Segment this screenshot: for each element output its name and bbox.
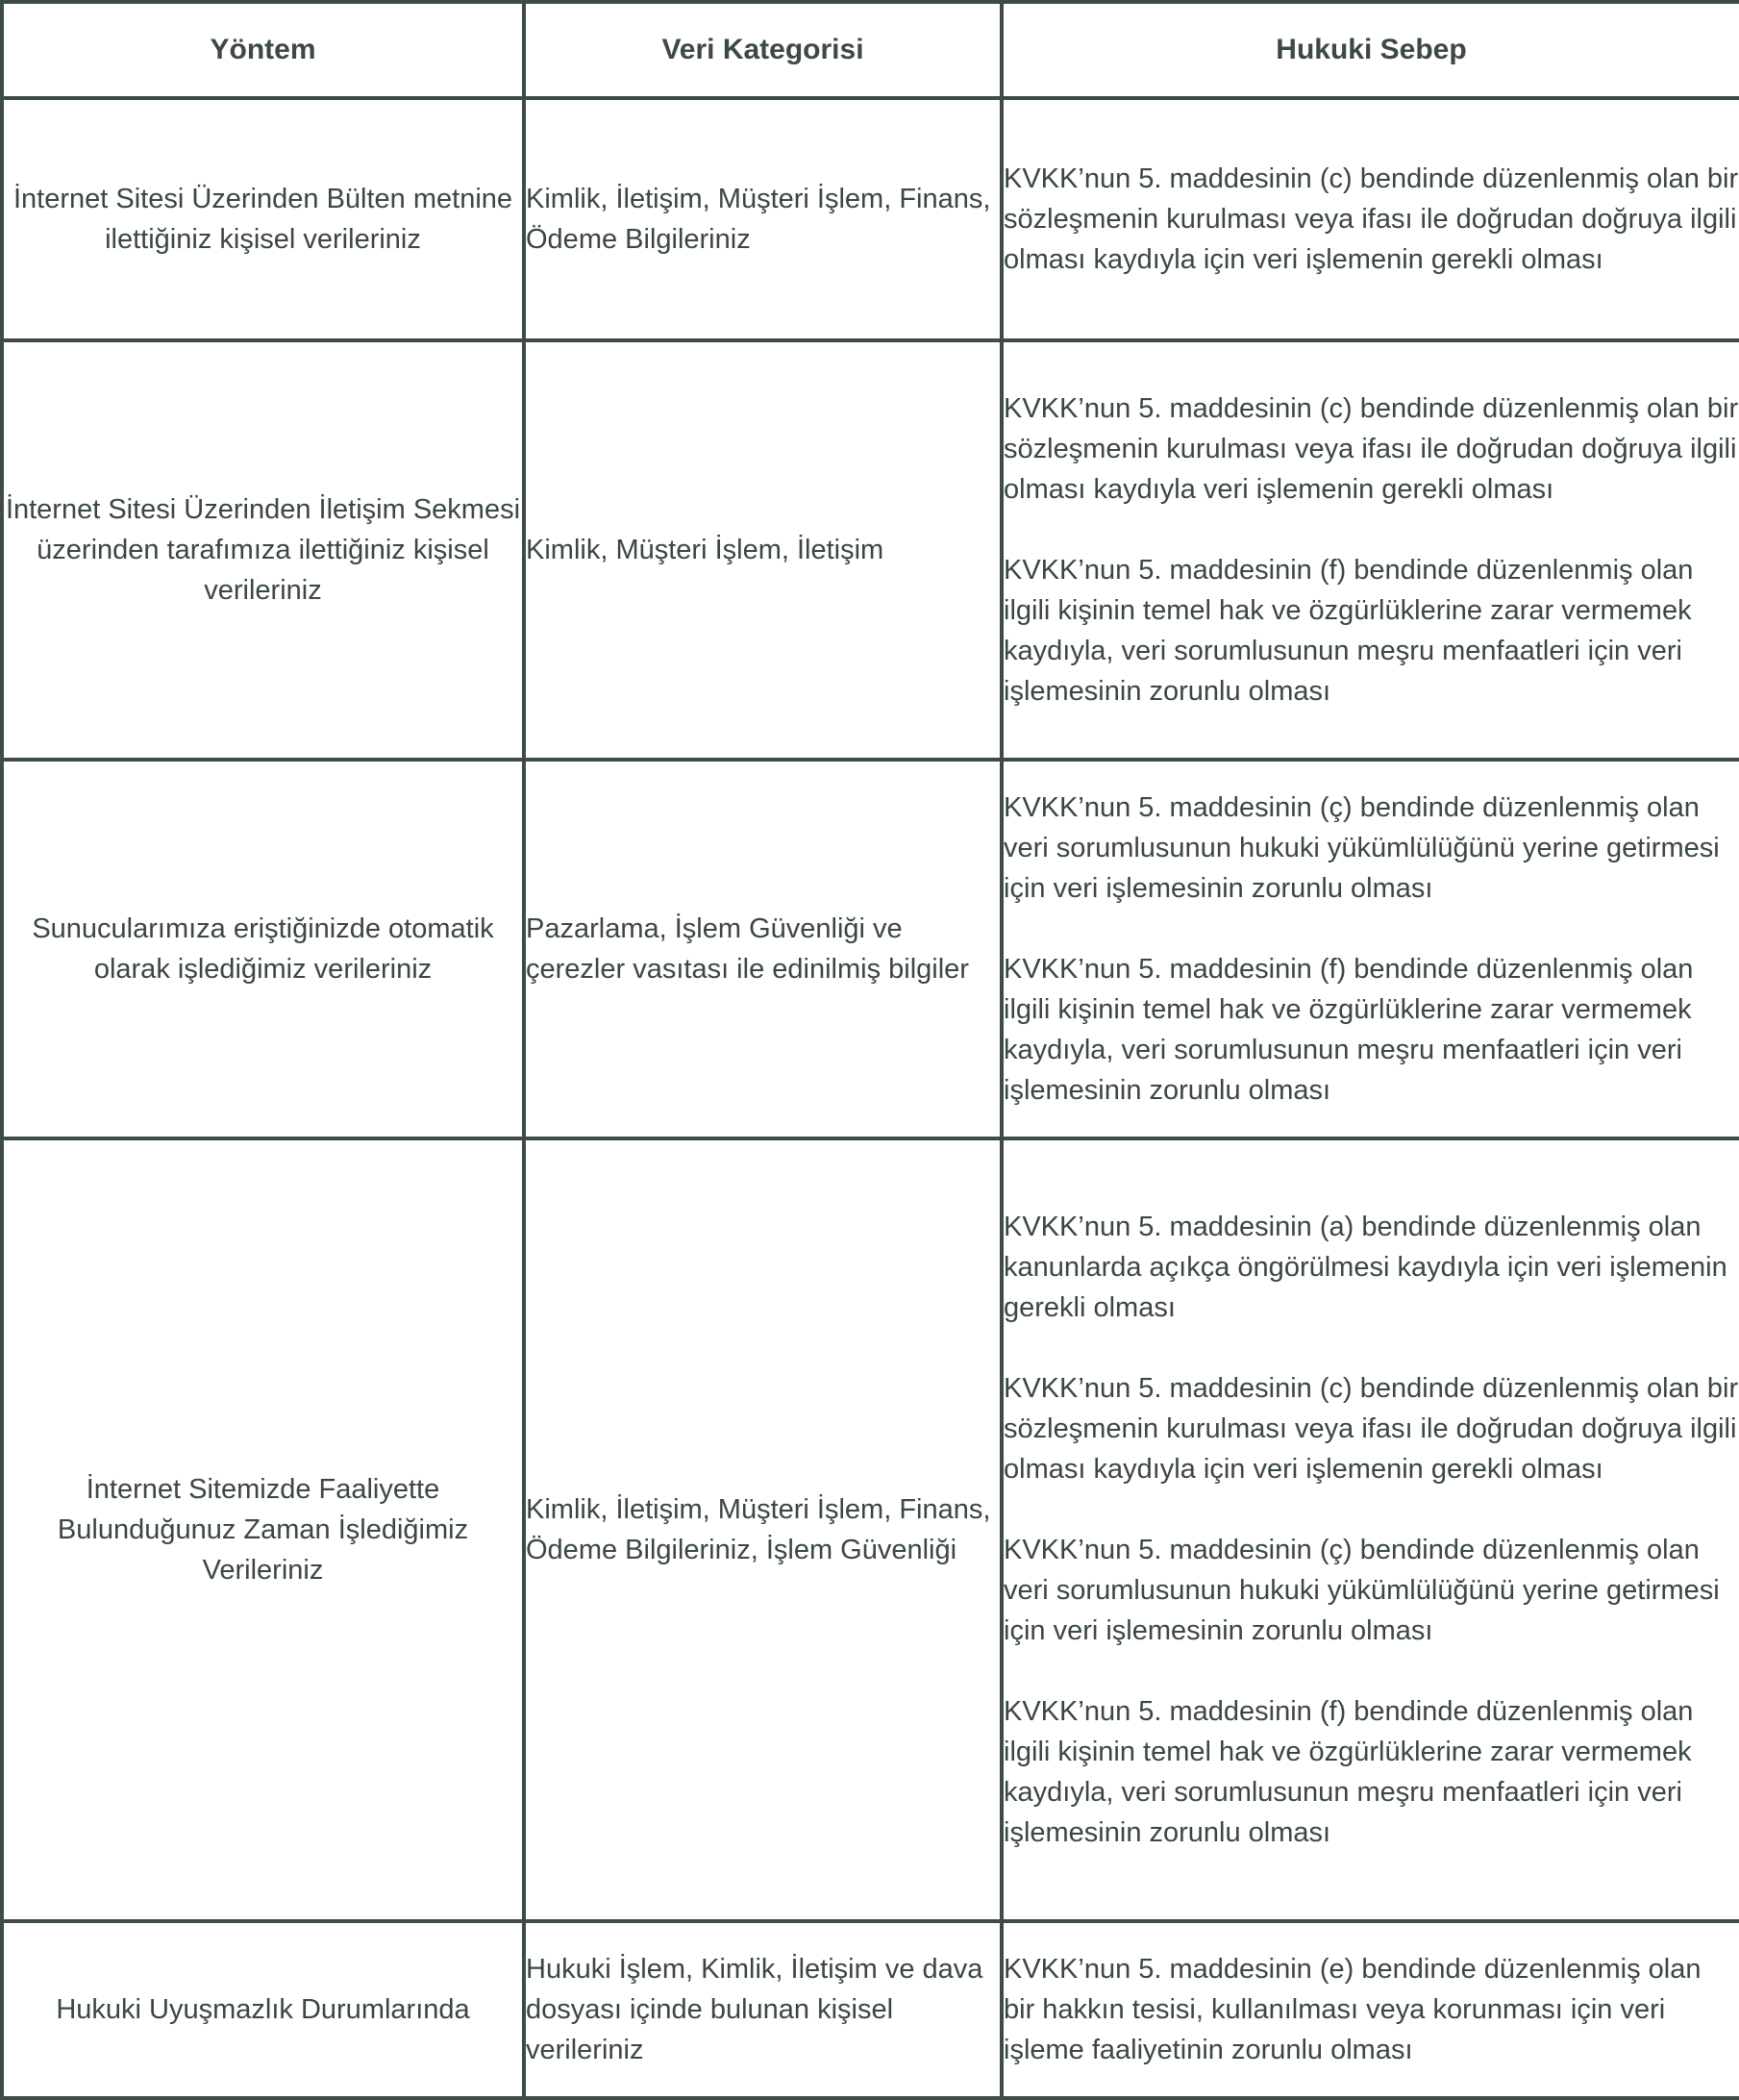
- data-category-cell: Pazarlama, İşlem Güvenliği ve çerezler vasıtası ile edinilmiş bilgiler: [524, 760, 1002, 1138]
- legal-basis-text: KVKK’nun 5. maddesinin (c) bendinde düzenlenmiş olan bir sözleşmenin kurulması veya ifası ile doğrudan doğruya ilgili olması kaydıyla için veri işlemenin gerekli olması: [1004, 163, 1739, 275]
- header-legal-basis: Hukuki Sebep: [1002, 2, 1739, 98]
- data-category-cell: Kimlik, Müşteri İşlem, İletişim: [524, 340, 1002, 760]
- legal-basis-cell: [1002, 340, 1739, 760]
- table-row: [2, 98, 1739, 340]
- data-category-cell: Kimlik, İletişim, Müşteri İşlem, Finans, Ödeme Bilgileriniz, İşlem Güvenliği: [524, 1138, 1002, 1921]
- header-data-category: Veri Kategorisi: [524, 2, 1002, 98]
- table-header-row: [2, 2, 1739, 98]
- legal-basis-cell: [1002, 760, 1739, 1138]
- legal-basis-cell: [1002, 98, 1739, 340]
- legal-basis-cell: [1002, 1138, 1739, 1921]
- legal-basis-text: KVKK’nun 5. maddesinin (a) bendinde düzenlenmiş olan kanunlarda açıkça öngörülmesi kaydıyla için veri işlemenin gerekli olması: [1004, 1212, 1727, 1323]
- method-cell: Hukuki Uyuşmazlık Durumlarında: [2, 1921, 524, 2098]
- legal-basis-text: KVKK’nun 5. maddesinin (f) bendinde düzenlenmiş olan ilgili kişinin temel hak ve özgürlüklerine zarar vermemek kaydıyla, veri sorumlusunun meşru menfaatleri için veri işlemesinin zorunlu olması: [1004, 954, 1694, 1106]
- data-category-cell: Hukuki İşlem, Kimlik, İletişim ve dava dosyası içinde bulunan kişisel verileriniz: [524, 1921, 1002, 2098]
- method-cell: Sunucularımıza eriştiğinizde otomatik olarak işlediğimiz verileriniz: [2, 760, 524, 1138]
- legal-basis-text: KVKK’nun 5. maddesinin (e) bendinde düzenlenmiş olan bir hakkın tesisi, kullanılması veya korunması için veri işleme faaliyetinin zorunlu olması: [1004, 1954, 1702, 2065]
- legal-basis-text: KVKK’nun 5. maddesinin (ç) bendinde düzenlenmiş olan veri sorumlusunun hukuki yükümlülüğünü yerine getirmesi için veri işlemesinin zorunlu olması: [1004, 792, 1720, 904]
- table-row: [2, 1921, 1739, 2098]
- table-row: [2, 340, 1739, 760]
- legal-basis-text: KVKK’nun 5. maddesinin (c) bendinde düzenlenmiş olan bir sözleşmenin kurulması veya ifası ile doğrudan doğruya ilgili olması kaydıyla için veri işlemenin gerekli olması: [1004, 1373, 1739, 1485]
- legal-basis-cell: [1002, 1921, 1739, 2098]
- legal-basis-text: KVKK’nun 5. maddesinin (f) bendinde düzenlenmiş olan ilgili kişinin temel hak ve özgürlüklerine zarar vermemek kaydıyla, veri sorumlusunun meşru menfaatleri için veri işlemesinin zorunlu olması: [1004, 1696, 1694, 1848]
- method-cell: İnternet Sitesi Üzerinden İletişim Sekmesi üzerinden tarafımıza ilettiğiniz kişisel verileriniz: [2, 340, 524, 760]
- table-row: [2, 1138, 1739, 1921]
- legal-basis-text: KVKK’nun 5. maddesinin (c) bendinde düzenlenmiş olan bir sözleşmenin kurulması veya ifası ile doğrudan doğruya ilgili olması kaydıyla veri işlemenin gerekli olması: [1004, 393, 1739, 505]
- legal-basis-text: KVKK’nun 5. maddesinin (ç) bendinde düzenlenmiş olan veri sorumlusunun hukuki yükümlülüğünü yerine getirmesi için veri işlemesinin zorunlu olması: [1004, 1535, 1720, 1646]
- header-method: Yöntem: [2, 2, 524, 98]
- data-category-cell: Kimlik, İletişim, Müşteri İşlem, Finans, Ödeme Bilgileriniz: [524, 98, 1002, 340]
- legal-basis-text: KVKK’nun 5. maddesinin (f) bendinde düzenlenmiş olan ilgili kişinin temel hak ve özgürlüklerine zarar vermemek kaydıyla, veri sorumlusunun meşru menfaatleri için veri işlemesinin zorunlu olması: [1004, 555, 1694, 707]
- table-row: [2, 760, 1739, 1138]
- method-cell: İnternet Sitemizde Faaliyette Bulunduğunuz Zaman İşlediğimiz Verileriniz: [2, 1138, 524, 1921]
- method-cell: İnternet Sitesi Üzerinden Bülten metnine ilettiğiniz kişisel verileriniz: [2, 98, 524, 340]
